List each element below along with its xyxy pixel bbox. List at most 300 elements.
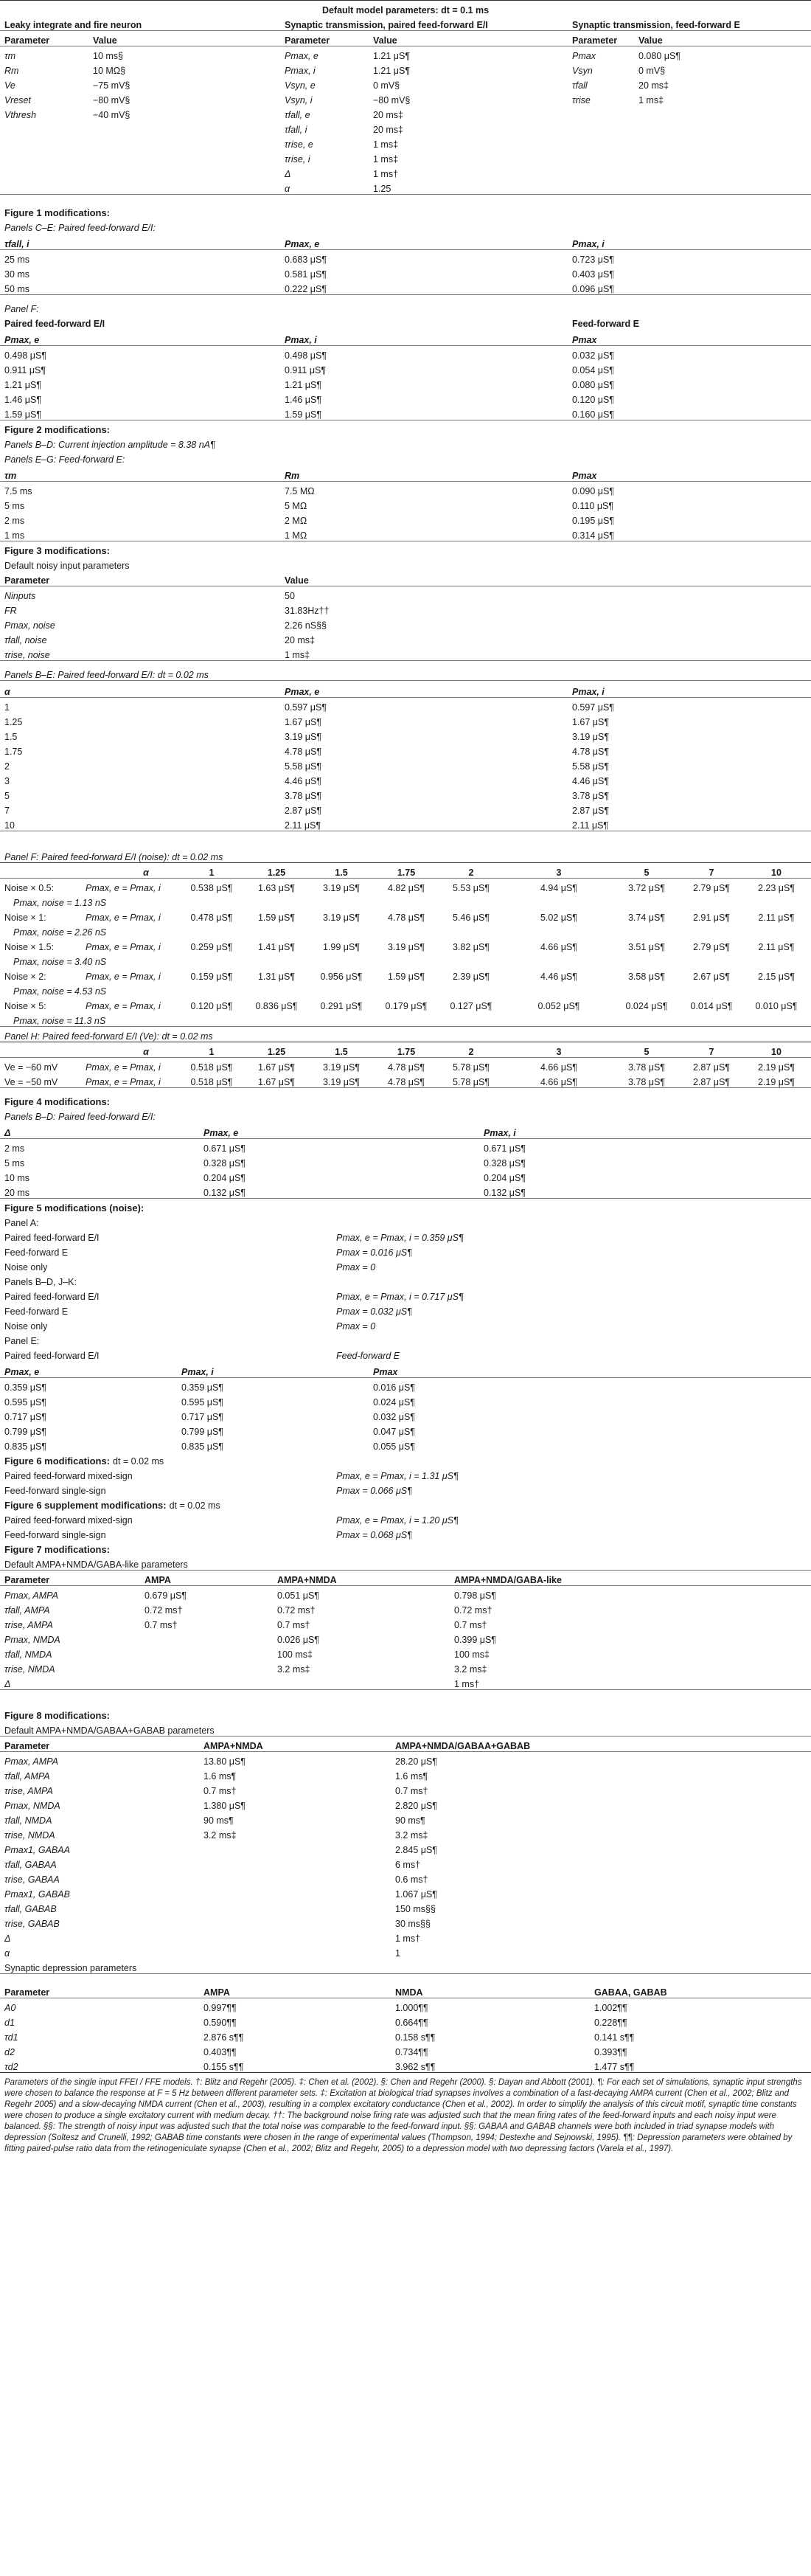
table-cell: 20 ms‡ [285,635,315,645]
table-cell: 1.25 [373,184,391,194]
table-cell: 0.597 μS¶ [285,702,327,713]
table-cell: Pmax, e [285,51,319,61]
table-row [0,1154,811,1168]
noise-value: 2.91 μS¶ [692,913,731,923]
table-row [0,1332,811,1346]
table-cell: 1.002¶¶ [594,2003,627,2013]
table-row [0,361,811,375]
fig4-panels-bd-text: Panels B–D: Paired feed-forward E/I: [4,1112,156,1122]
fig6-title-text: Figure 6 modifications: [4,1455,111,1467]
table-row [0,727,811,742]
table-row [0,2013,811,2028]
fig5-title [0,1199,811,1213]
table-cell: 3.19 μS¶ [572,732,610,742]
table-cell: Feed-forward single-sign [4,1486,106,1496]
fig2-rows [0,482,811,541]
table-row [0,786,811,801]
table-row [0,511,811,526]
table-cell: 0.158 s¶¶ [395,2032,436,2043]
table-cell: 0.72 ms† [145,1605,183,1616]
fig6-supp-suffix: dt = 0.02 ms [169,1500,220,1511]
fig4-header: Pmax, e [203,1128,239,1138]
noise-sub-row [0,982,811,997]
table-cell: 1.59 μS¶ [285,409,322,420]
noise-value: 1.67 μS¶ [257,1077,296,1087]
noise-value: 4.66 μS¶ [540,942,578,952]
table-cell: 0.498 μS¶ [285,350,327,361]
table-cell: Pmax = 0.016 μS¶ [336,1247,412,1258]
table-cell: τrise, AMPA [4,1786,53,1796]
fig8-sub [0,1721,811,1737]
table-cell: τfall, i [285,125,307,135]
table-cell: −80 mV§ [93,95,130,105]
fig7-header: AMPA+NMDA/GABA-like [454,1575,562,1585]
col-header-ffei: Synaptic transmission, paired feed-forward E/I [285,20,488,30]
table-cell: 0.7 ms† [454,1620,487,1630]
table-cell: Panels B–D, J–K: [4,1277,77,1287]
fig3-default-noisy [0,556,811,571]
noise-value: 0.127 μS¶ [450,1001,492,1011]
noise-row [0,879,811,893]
noise-value: 4.94 μS¶ [540,883,578,893]
table-cell: τfall, GABAA [4,1860,57,1870]
fig1-f-header: Paired feed-forward E/I [4,319,105,329]
noise-param: Pmax, e = Pmax, i [86,1062,161,1073]
fig6-supp-title-text: Figure 6 supplement modifications: [4,1500,167,1511]
table-cell: 28.20 μS¶ [395,1756,438,1767]
fig2-title [0,420,811,435]
noise-param: Pmax, e = Pmax, i [86,1001,161,1011]
noise-row [0,1058,811,1073]
table-row [0,1437,811,1452]
alpha-col-header: 3 [556,868,562,878]
table-cell: 0.683 μS¶ [285,255,327,265]
table-cell: Ninputs [4,591,36,601]
table-cell: 2.11 μS¶ [285,820,321,831]
alpha-col-header: 1.5 [335,1047,348,1057]
fig1-header: Pmax, i [572,239,605,249]
alpha-col-header: 1.25 [267,1047,286,1057]
table-cell: Paired feed-forward mixed-sign [4,1471,133,1481]
noise-value: 3.19 μS¶ [322,1062,361,1073]
table-cell: 3.19 μS¶ [285,732,322,742]
table-cell: 4.46 μS¶ [285,776,322,786]
noise-value: 3.78 μS¶ [627,1077,666,1087]
table-cell: τrise, AMPA [4,1620,53,1630]
table-cell: Vsyn, i [285,95,313,105]
table-cell: −80 mV§ [373,95,411,105]
fig1-header: Pmax, e [285,239,320,249]
table-cell: 50 ms [4,284,30,294]
table-cell: τm [4,51,16,61]
noise-value: 0.538 μS¶ [190,883,233,893]
noise-value: 0.010 μS¶ [755,1001,798,1011]
noise-value: 2.19 μS¶ [757,1077,796,1087]
table-header [0,0,811,15]
table-cell: 0.7 ms† [277,1620,310,1630]
noise-value: 3.19 μS¶ [322,913,361,923]
table-cell: 0.204 μS¶ [203,1173,246,1183]
table-cell: 0.096 μS¶ [572,284,615,294]
fig7-headers [0,1571,811,1586]
table-row [0,1900,811,1914]
table-cell: 1.21 μS¶ [285,380,322,390]
noise-param: Pmax, e = Pmax, i [86,942,161,952]
table-cell: 20 ms‡ [638,80,669,91]
table-cell: 0.016 μS¶ [373,1382,416,1393]
fig1-f-sub: Pmax, e [4,335,40,345]
table-row [0,713,811,727]
noise-value: 1.59 μS¶ [387,972,425,982]
table-cell: 1.46 μS¶ [285,395,322,405]
fig3-be-header: Pmax, e [285,687,320,697]
fig5-e-rows [0,1378,811,1452]
table-cell: Rm [4,66,19,76]
fig1-f-sub: Pmax [572,335,597,345]
table-cell: 0 mV§ [638,66,666,76]
noise-sub-row [0,893,811,908]
fig5-lines [0,1213,811,1361]
noise-value: 0.518 μS¶ [190,1077,233,1087]
fig3-be-header: Pmax, i [572,687,605,697]
table-cell: 100 ms‡ [454,1649,490,1660]
table-cell: 20 ms [4,1188,30,1198]
noise-label: Ve = −60 mV [4,1062,58,1073]
noise-label: Noise × 2: [4,972,46,982]
noise-value: 1.59 μS¶ [257,913,296,923]
noise-value: 4.82 μS¶ [387,883,425,893]
table-row [0,1841,811,1855]
table-row [0,250,811,265]
table-cell: −40 mV§ [93,110,130,120]
table-cell: 0.72 ms† [454,1605,492,1616]
table-row [0,1393,811,1408]
table-cell: d2 [4,2047,15,2057]
fig3-be-headers [0,681,811,698]
fig4-rows [0,1139,811,1198]
alpha-col-header: α [143,1047,149,1057]
table-row [0,1139,811,1154]
table-cell: τrise, GABAA [4,1874,60,1885]
noise-value: 3.78 μS¶ [627,1062,666,1073]
noise-row [0,938,811,952]
noise-value: 0.014 μS¶ [690,1001,733,1011]
table-cell: 30 ms [4,269,30,280]
fig4-panels-bd [0,1107,811,1122]
fig7-title [0,1540,811,1555]
noise-value: 3.74 μS¶ [627,913,666,923]
table-cell: Pmax = 0.032 μS¶ [336,1306,412,1317]
table-cell: 6 ms† [395,1860,421,1870]
table-cell: Pmax [572,51,596,61]
table-cell: 1 ms† [395,1933,421,1944]
sub-header: Parameter [285,35,330,46]
fig8-title-text: Figure 8 modifications: [4,1710,111,1721]
table-cell: 3.2 ms‡ [277,1664,310,1675]
table-cell: 0.141 s¶¶ [594,2032,635,2043]
table-cell: τfall, AMPA [4,1605,50,1616]
table-cell: τfall, noise [4,635,47,645]
table-cell: 5 ms [4,501,25,511]
table-cell: τrise, GABAB [4,1919,60,1929]
table-cell: Vthresh [4,110,37,120]
table-cell: 1.67 μS¶ [285,717,322,727]
table-cell: 90 ms¶ [203,1815,234,1826]
noise-value: 3.72 μS¶ [627,883,666,893]
noise-value: 0.120 μS¶ [190,1001,233,1011]
fig3-alpha-header-h [0,1042,811,1058]
table-row [0,390,811,405]
table-row [0,586,811,601]
noise-value: 4.78 μS¶ [387,1077,425,1087]
sub-header: Value [93,35,117,46]
table-cell: 20 ms‡ [373,125,403,135]
table-row [0,645,811,660]
fig7-rows [0,1586,811,1689]
fig5-e-header: Pmax, i [181,1367,214,1377]
table-cell: 0.110 μS¶ [572,501,614,511]
noise-sub: Pmax, noise = 2.26 nS [13,927,107,938]
fig8-rows [0,1752,811,1959]
table-cell: A0 [4,2003,16,2013]
fig8-dep-header: Parameter [4,1987,50,1998]
table-cell: 1.67 μS¶ [572,717,610,727]
table-cell: 0.723 μS¶ [572,255,615,265]
table-row [0,1675,811,1689]
sub-header: Value [638,35,663,46]
table-cell: 2 [4,761,10,772]
noise-value: 1.67 μS¶ [257,1062,296,1073]
fig8-header: AMPA+NMDA [203,1741,263,1751]
table-cell: 3 [4,776,10,786]
table-cell: d1 [4,2018,15,2028]
table-cell: 0.679 μS¶ [145,1590,187,1601]
fig6-supp-title [0,1496,811,1511]
noise-value: 0.052 μS¶ [537,1001,580,1011]
noise-value: 4.66 μS¶ [540,1077,578,1087]
table-cell: 7 [4,806,10,816]
table-cell: 1 MΩ [285,530,307,541]
table-cell: 20 ms‡ [373,110,403,120]
table-cell: τfall [572,80,588,91]
fig7-header: Parameter [4,1575,50,1585]
fig3-noisy-rows [0,586,811,660]
noise-value: 3.51 μS¶ [627,942,666,952]
table-cell: FR [4,606,17,616]
table-row [0,482,811,496]
table-row [0,179,811,194]
fig1-headers [0,233,811,250]
table-row [0,772,811,786]
fig5-e-headers [0,1361,811,1378]
alpha-col-header: 5 [644,1047,650,1057]
table-row [0,280,811,294]
fig3-title-text: Figure 3 modifications: [4,545,111,556]
table-cell: Pmax = 0.068 μS¶ [336,1530,412,1540]
table-row [0,1258,811,1273]
table-cell: 0.590¶¶ [203,2018,237,2028]
table-cell: Paired feed-forward E/I [4,1292,100,1302]
table-cell: Δ [285,169,291,179]
noise-value: 5.46 μS¶ [452,913,490,923]
default-title: Default model parameters: dt = 0.1 ms [321,5,490,15]
alpha-col-header: 2 [468,868,474,878]
fig3-panel-f-text: Panel F: Paired feed-forward E/I (noise): dt = 0.02 ms [4,852,223,862]
fig3-be-rows [0,698,811,831]
table-cell: τfall, GABAB [4,1904,57,1914]
table-cell: 150 ms§§ [395,1904,436,1914]
table-cell: 0.581 μS¶ [285,269,327,280]
table-cell: 1 ms‡ [373,139,399,150]
fig7-sub-text: Default AMPA+NMDA/GABA-like parameters [4,1559,188,1570]
table-cell: 0.403 μS¶ [572,269,615,280]
table-row [0,2028,811,2043]
table-cell: Δ [4,1933,11,1944]
table-cell: 0.051 μS¶ [277,1590,320,1601]
table-row [0,698,811,713]
table-cell: 0.222 μS¶ [285,284,327,294]
table-cell: τd2 [4,2062,18,2072]
table-cell: α [4,1948,10,1959]
table-row [0,1767,811,1782]
noise-label: Noise × 1.5: [4,942,55,952]
noise-value: 4.78 μS¶ [387,913,425,923]
table-cell: 5 [4,791,10,801]
fig7-header: AMPA+NMDA [277,1575,337,1585]
noise-value: 2.87 μS¶ [692,1062,731,1073]
table-cell: 0.671 μS¶ [203,1143,246,1154]
table-cell: 5.58 μS¶ [572,761,610,772]
table-cell: 4.46 μS¶ [572,776,610,786]
noise-label: Noise × 5: [4,1001,46,1011]
table-cell: τrise, noise [4,650,50,660]
fig6-rows [0,1467,811,1496]
fig1-f-header: Feed-forward E [572,319,639,329]
table-cell: 2.87 μS¶ [572,806,610,816]
table-cell: 0.835 μS¶ [4,1441,47,1452]
table-cell: 5 ms [4,1158,25,1168]
noise-value: 5.78 μS¶ [452,1062,490,1073]
table-cell: 0.032 μS¶ [373,1412,416,1422]
noise-value: 0.259 μS¶ [190,942,233,952]
table-cell: 25 ms [4,255,30,265]
table-cell: 10 MΩ§ [93,66,126,76]
noise-label: Noise × 1: [4,913,46,923]
table-row [0,816,811,831]
table-cell: τfall, NMDA [4,1649,52,1660]
table-cell: Pmax, AMPA [4,1590,58,1601]
alpha-col-header: 1.75 [397,1047,416,1057]
table-cell: 1.067 μS¶ [395,1889,438,1900]
table-cell: Paired feed-forward E/I [4,1233,100,1243]
table-row [0,1302,811,1317]
table-cell: 31.83Hz†† [285,606,330,616]
table-cell: Pmax, e = Pmax, i = 0.717 μS¶ [336,1292,464,1302]
fig4-title [0,1093,811,1107]
fig8-sub-text: Default AMPA+NMDA/GABAA+GABAB parameters [4,1725,215,1736]
table-row [0,1243,811,1258]
table-cell: 2.87 μS¶ [285,806,322,816]
table-cell: Panel A: [4,1218,39,1228]
table-cell: Vsyn [572,66,593,76]
fig5-e-header: Pmax, e [4,1367,40,1377]
table-cell: 0.195 μS¶ [572,516,615,526]
fig4-headers [0,1122,811,1139]
sub-header: Value [373,35,397,46]
alpha-col-header: 7 [709,1047,714,1057]
table-row [0,1601,811,1616]
table-row [0,1645,811,1660]
table-row [0,1287,811,1302]
noise-value: 0.478 μS¶ [190,913,233,923]
table-cell: 10 ms [4,1173,30,1183]
noise-value: 0.179 μS¶ [385,1001,428,1011]
table-cell: 1 ms† [454,1679,480,1689]
fig4-title-text: Figure 4 modifications: [4,1096,111,1107]
table-row [0,1422,811,1437]
table-cell: 0.7 ms† [203,1786,237,1796]
table-cell: 2.26 nS§§ [285,620,327,631]
noise-sub-row [0,923,811,938]
noise-sub: Pmax, noise = 3.40 nS [13,957,107,967]
noise-value: 2.23 μS¶ [757,883,796,893]
table-row [0,1796,811,1811]
fig3-default-noisy-text: Default noisy input parameters [4,561,130,571]
fig1-title [0,204,811,218]
table-row [0,1346,811,1361]
table-cell: Pmax = 0 [336,1321,376,1332]
fig8-header: Parameter [4,1741,50,1751]
sub-header: Parameter [4,35,50,46]
fig1-panel-f-text: Panel F: [4,304,39,314]
table-row [0,1481,811,1496]
fig8-headers [0,1737,811,1752]
table-cell: 0.132 μS¶ [484,1188,526,1198]
table-cell: 0.399 μS¶ [454,1635,497,1645]
fig5-title-text: Figure 5 modifications (noise): [4,1202,145,1213]
fig2-panels-bd [0,435,811,450]
fig8-depression-title [0,1959,811,1974]
table-cell: Feed-forward E [4,1306,69,1317]
fig1-f-headers [0,314,811,329]
noise-value: 1.63 μS¶ [257,883,296,893]
table-row [0,1914,811,1929]
fig3-panels-be-text: Panels B–E: Paired feed-forward E/I: dt = 0.02 ms [4,670,209,680]
table-row [0,1408,811,1422]
noise-value: 0.518 μS¶ [190,1062,233,1073]
noise-label: Noise × 0.5: [4,883,55,893]
table-row [0,496,811,511]
noise-sub: Pmax, noise = 1.13 nS [13,898,107,908]
table-cell: 0.6 ms† [395,1874,428,1885]
fig3-ve-rows [0,1058,811,1087]
table-row [0,1526,811,1540]
fig2-header: Rm [285,471,300,481]
fig3-title [0,541,811,556]
fig6-title-suffix: dt = 0.02 ms [113,1456,164,1467]
table-row [0,1929,811,1944]
table-cell: 0.120 μS¶ [572,395,615,405]
table-row [0,150,811,165]
table-cell: 4.78 μS¶ [285,747,322,757]
table-cell: Feed-forward E [336,1351,400,1361]
table-cell: 1.477 s¶¶ [594,2062,635,2072]
fig1-panels-ce-text: Panels C–E: Paired feed-forward E/I: [4,223,156,233]
table-cell: 1.21 μS¶ [373,51,411,61]
table-cell: 0.204 μS¶ [484,1173,526,1183]
fig2-panels-eg-text: Panels E–G: Feed-forward E: [4,454,125,465]
fig8-header: AMPA+NMDA/GABAA+GABAB [395,1741,531,1751]
